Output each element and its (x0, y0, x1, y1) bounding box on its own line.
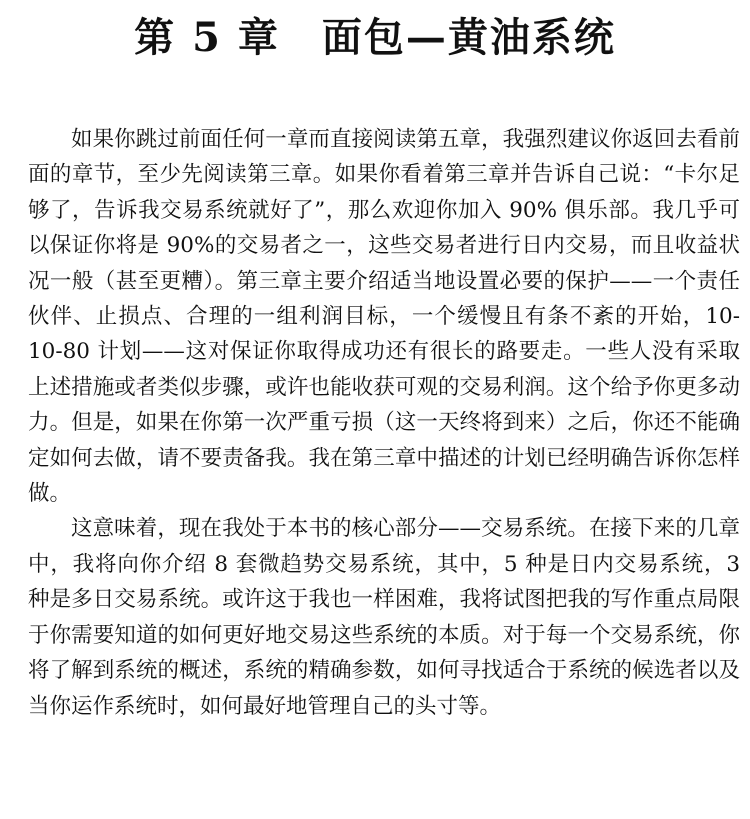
chapter-name: 面包—黄油系统 (321, 14, 616, 61)
chapter-number: 第 5 章 (134, 14, 280, 61)
paragraph-1: 如果你跳过前面任何一章而直接阅读第五章，我强烈建议你返回去看前面的章节，至少先阅读第三章。如果你看着第三章并告诉自己说：“卡尔足够了，告诉我交易系统就好了”，那么欢迎你加入 90% 俱乐部。我几乎可以保证你将是 90%的交易者之一，这些交易者进行日内交易，而且收益状况一般（甚至更糟）。第三章主要介绍适当地设置必要的保护——一个责任伙伴、止损点、合理的一组利润目标，一个缓慢且有条不紊的开始，10-10-80 计划——这对保证你取得成功还有很长的路要走。一些人没有采取上述措施或者类似步骤，或许也能收获可观的交易利润。这个给予你更多动力。但是，如果在你第一次严重亏损（这一天终将到来）之后，你还不能确定如何去做，请不要责备我。我在第三章中描述的计划已经明确告诉你怎样做。 (28, 127, 740, 507)
paragraph-2: 这意味着，现在我处于本书的核心部分——交易系统。在接下来的几章中，我将向你介绍 8 套微趋势交易系统，其中，5 种是日内交易系统，3 种是多日交易系统。或许这于我也一样困难，我将试图把我的写作重点局限于你需要知道的如何更好地交易这些系统的本质。对于每一个交易系统，你将了解到系统的概述，系统的精确参数，如何寻找适合于系统的候选者以及当你运作系统时，如何最好地管理自己的头寸等。 (28, 516, 740, 719)
body-text (28, 122, 740, 724)
chapter-title (0, 8, 750, 68)
